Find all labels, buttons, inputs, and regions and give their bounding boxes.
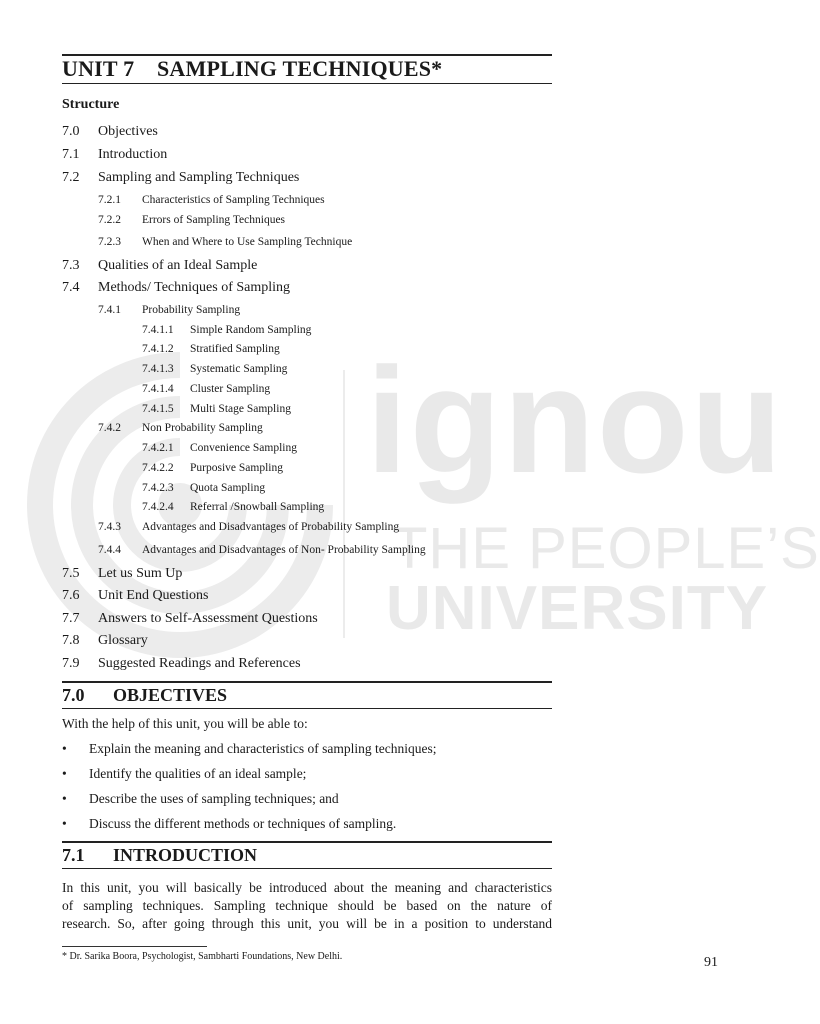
toc-item-number: 7.0 (62, 124, 80, 139)
toc-item-7-4-2-4 (0, 501, 768, 519)
toc-item-number: 7.4.2.1 (142, 442, 174, 454)
toc-item-7-3 (0, 258, 768, 276)
toc-item-number: 7.6 (62, 588, 80, 603)
introduction-paragraph (62, 879, 552, 933)
toc-item-title: Let us Sum Up (98, 566, 183, 581)
toc-item-7-2 (0, 170, 768, 188)
toc-item-7-4-1-2 (0, 343, 768, 361)
toc-item-title: Advantages and Disadvantages of Probability Sampling (142, 521, 400, 533)
toc-item-7-4-2-3 (0, 482, 768, 500)
toc-item-title: Systematic Sampling (190, 363, 288, 375)
toc-item-7-2-2 (0, 214, 768, 232)
toc-item-7-7 (0, 611, 768, 629)
objectives-number: 7.0 (62, 685, 85, 705)
watermark-ignou-text: ignou (366, 336, 785, 504)
bullet-icon: • (62, 791, 67, 806)
page-number: 91 (704, 955, 718, 970)
toc-item-number: 7.8 (62, 633, 80, 648)
toc-item-number: 7.4.3 (98, 521, 121, 533)
structure-label: Structure (62, 97, 120, 112)
toc-item-number: 7.3 (62, 258, 80, 273)
objective-text: Discuss the different methods or techniques of sampling. (89, 816, 397, 831)
footnote-rule (62, 946, 207, 947)
objectives-heading-text: OBJECTIVES (113, 685, 228, 705)
toc-item-7-4-2-1 (0, 442, 768, 460)
toc-item-title: Glossary (98, 633, 148, 648)
toc-item-title: Non Probability Sampling (142, 422, 263, 434)
paragraph-line: research. So, after going through this unit, you will be in a position to understand (62, 916, 552, 931)
objectives-intro: With the help of this unit, you will be able to: (62, 716, 308, 731)
toc-item-number: 7.4.1.1 (142, 324, 174, 336)
paragraph-line: of sampling techniques. Sampling technique should be based on the nature of (62, 898, 552, 913)
toc-item-number: 7.4 (62, 280, 80, 295)
toc-item-number: 7.4.1.3 (142, 363, 174, 375)
toc-item-7-1 (0, 147, 768, 165)
objectives-top-rule (62, 681, 552, 683)
watermark-peoples-text: THE PEOPLE’S (392, 516, 820, 581)
toc-item-7-4-3 (0, 521, 768, 539)
toc-item-title: Answers to Self-Assessment Questions (98, 611, 318, 626)
toc-item-7-4-2-2 (0, 462, 768, 480)
toc-item-number: 7.2.3 (98, 236, 121, 248)
toc-item-title: Referral /Snowball Sampling (190, 501, 325, 513)
toc-item-number: 7.4.1.2 (142, 343, 174, 355)
introduction-top-rule (62, 841, 552, 843)
unit-title-text: SAMPLING TECHNIQUES* (157, 56, 443, 81)
bullet-icon: • (62, 741, 67, 756)
toc-item-7-4-1-4 (0, 383, 768, 401)
toc-item-7-4-1 (0, 304, 768, 322)
toc-item-title: Suggested Readings and References (98, 656, 301, 671)
toc-item-title: Simple Random Sampling (190, 324, 312, 336)
toc-item-number: 7.4.2.4 (142, 501, 174, 513)
toc-item-7-4 (0, 280, 768, 298)
toc-item-title: Unit End Questions (98, 588, 209, 603)
title-bottom-rule (62, 83, 552, 84)
toc-item-title: Cluster Sampling (190, 383, 271, 395)
toc-item-title: Errors of Sampling Techniques (142, 214, 286, 226)
toc-item-7-9 (0, 656, 768, 674)
toc-item-7-4-1-3 (0, 363, 768, 381)
paragraph-line: In this unit, you will basically be introduced about the meaning and characteristics (62, 880, 552, 895)
bullet-icon: • (62, 766, 67, 781)
toc-item-number: 7.4.2.2 (142, 462, 174, 474)
toc-item-title: Probability Sampling (142, 304, 241, 316)
toc-item-title: Advantages and Disadvantages of Non- Probability Sampling (142, 544, 426, 556)
toc-item-title: Qualities of an Ideal Sample (98, 258, 258, 273)
toc-item-number: 7.4.4 (98, 544, 121, 556)
toc-item-7-4-1-5 (0, 403, 768, 421)
toc-item-number: 7.4.1.4 (142, 383, 174, 395)
toc-item-number: 7.2.1 (98, 194, 121, 206)
toc-item-title: Introduction (98, 147, 168, 162)
footnote: * Dr. Sarika Boora, Psychologist, Sambharti Foundations, New Delhi. (62, 951, 343, 962)
toc-item-7-4-2 (0, 422, 768, 440)
objective-text: Identify the qualities of an ideal sample; (89, 766, 307, 781)
toc-item-7-2-1 (0, 194, 768, 212)
toc-item-number: 7.1 (62, 147, 80, 162)
toc-item-7-2-3 (0, 236, 768, 254)
toc-item-number: 7.9 (62, 656, 80, 671)
toc-item-title: When and Where to Use Sampling Technique (142, 236, 353, 248)
toc-item-7-8 (0, 633, 768, 651)
toc-item-title: Sampling and Sampling Techniques (98, 170, 300, 185)
toc-item-title: Convenience Sampling (190, 442, 297, 454)
toc-item-title: Objectives (98, 124, 158, 139)
toc-item-number: 7.4.2 (98, 422, 121, 434)
bullet-icon: • (62, 816, 67, 831)
toc-item-number: 7.4.1 (98, 304, 121, 316)
toc-item-number: 7.2 (62, 170, 80, 185)
introduction-heading-text: INTRODUCTION (113, 845, 258, 865)
toc-item-number: 7.4.1.5 (142, 403, 174, 415)
toc-item-title: Purposive Sampling (190, 462, 283, 474)
toc-item-7-4-4 (0, 544, 768, 562)
toc-item-7-5 (0, 566, 768, 584)
toc-item-number: 7.5 (62, 566, 80, 581)
introduction-number: 7.1 (62, 845, 85, 865)
toc-item-7-0 (0, 124, 768, 142)
toc-item-number: 7.7 (62, 611, 80, 626)
unit-number: UNIT 7 (62, 56, 135, 81)
objective-text: Describe the uses of sampling techniques; and (89, 791, 339, 806)
toc-item-title: Characteristics of Sampling Techniques (142, 194, 325, 206)
toc-item-number: 7.2.2 (98, 214, 121, 226)
toc-item-title: Multi Stage Sampling (190, 403, 291, 415)
toc-item-7-6 (0, 588, 768, 606)
objective-text: Explain the meaning and characteristics of sampling techniques; (89, 741, 437, 756)
introduction-bottom-rule (62, 868, 552, 869)
toc-item-title: Methods/ Techniques of Sampling (98, 280, 291, 295)
watermark-university-text: UNIVERSITY (386, 574, 769, 643)
objectives-heading (62, 685, 227, 706)
objectives-bottom-rule (62, 708, 552, 709)
toc-item-7-4-1-1 (0, 324, 768, 342)
toc-item-number: 7.4.2.3 (142, 482, 174, 494)
introduction-heading (62, 845, 257, 866)
unit-title (62, 56, 442, 82)
toc-item-title: Stratified Sampling (190, 343, 280, 355)
toc-item-title: Quota Sampling (190, 482, 266, 494)
